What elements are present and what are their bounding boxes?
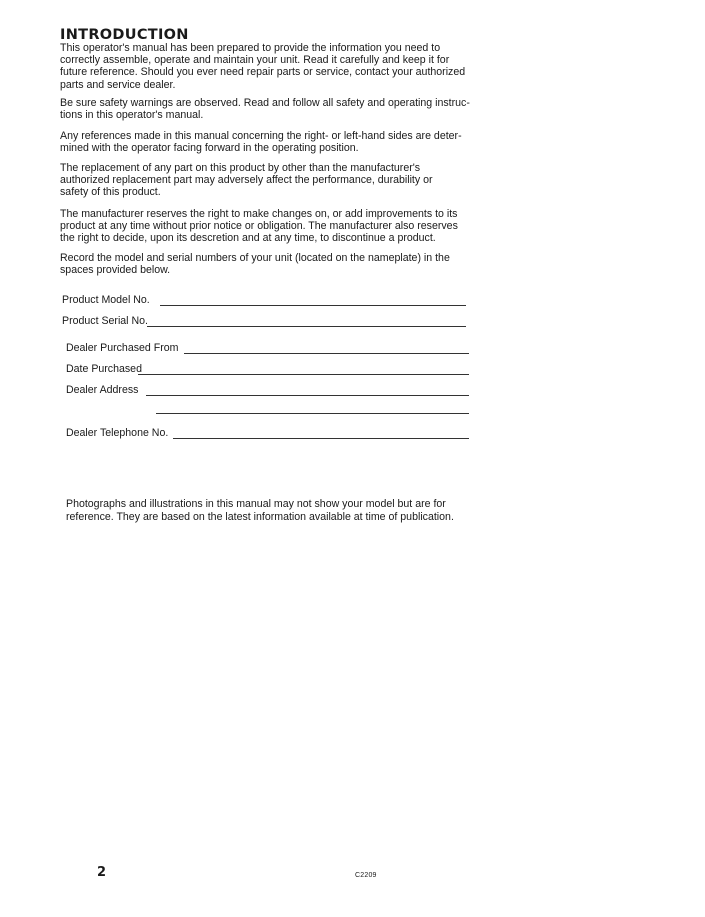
text-line: Be sure safety warnings are observed. Read and follow all safety and operating instruc- (60, 97, 470, 109)
text-line: future reference. Should you ever need repair parts or service, contact your authorized (60, 66, 466, 79)
serial-number-label: Product Serial No. (62, 315, 148, 327)
text-line: authorized replacement part may adversely affect the performance, durability or (60, 174, 433, 187)
intro-paragraph (60, 42, 470, 91)
text-line: Any references made in this manual concerning the right- or left-hand sides are deter- (60, 130, 462, 142)
text-line: The manufacturer reserves the right to make changes on, or add improvements to its (60, 208, 458, 220)
serial-number-field[interactable] (62, 315, 466, 329)
text-line: tions in this operator's manual. (60, 109, 204, 122)
text-line: the right to decide, upon its descretion and at any time, to discontinue a product. (60, 232, 436, 245)
record-paragraph (60, 252, 470, 276)
text-line: The replacement of any part on this product by other than the manufacturer's (60, 162, 421, 174)
dealer-purchased-from-field[interactable] (66, 342, 469, 356)
model-number-field[interactable] (62, 294, 466, 308)
dealer-address-blank[interactable] (146, 395, 469, 396)
model-number-label: Product Model No. (62, 294, 150, 306)
text-line: Photographs and illustrations in this manual may not show your model but are for (66, 498, 446, 510)
text-line: This operator's manual has been prepared to provide the information you need to (60, 42, 441, 54)
model-number-blank[interactable] (160, 305, 466, 306)
dealer-telephone-label: Dealer Telephone No. (66, 427, 169, 439)
text-line: reference. They are based on the latest information available at time of publication. (66, 511, 454, 523)
dealer-purchased-from-label: Dealer Purchased From (66, 342, 179, 354)
page-heading: INTRODUCTION (60, 27, 189, 43)
orientation-paragraph (60, 130, 470, 154)
date-purchased-label: Date Purchased (66, 363, 142, 375)
illustration-disclaimer (66, 498, 486, 524)
serial-number-blank[interactable] (147, 326, 466, 327)
document-code: C2209 (355, 872, 377, 879)
date-purchased-field[interactable] (66, 363, 469, 377)
dealer-address-second-line[interactable] (156, 402, 469, 416)
safety-paragraph (60, 97, 470, 121)
replacement-parts-paragraph (60, 162, 470, 199)
date-purchased-blank[interactable] (138, 374, 469, 375)
dealer-telephone-blank[interactable] (173, 438, 469, 439)
text-line: spaces provided below. (60, 264, 171, 277)
text-line: safety of this product. (60, 186, 161, 199)
dealer-telephone-field[interactable] (66, 427, 469, 441)
text-line: parts and service dealer. (60, 78, 176, 91)
changes-paragraph (60, 208, 470, 245)
text-line: Record the model and serial numbers of your unit (located on the nameplate) in the (60, 252, 450, 264)
text-line: product at any time without prior notice or obligation. The manufacturer also reserves (60, 220, 458, 233)
text-line: correctly assemble, operate and maintain your unit. Read it carefully and keep it for (60, 54, 450, 67)
page-number: 2 (97, 865, 107, 880)
text-line: mined with the operator facing forward in the operating position. (60, 142, 359, 155)
dealer-purchased-from-blank[interactable] (184, 353, 469, 354)
dealer-address-label: Dealer Address (66, 384, 139, 396)
dealer-address-field[interactable] (66, 384, 469, 398)
dealer-address-blank-2[interactable] (156, 413, 469, 414)
